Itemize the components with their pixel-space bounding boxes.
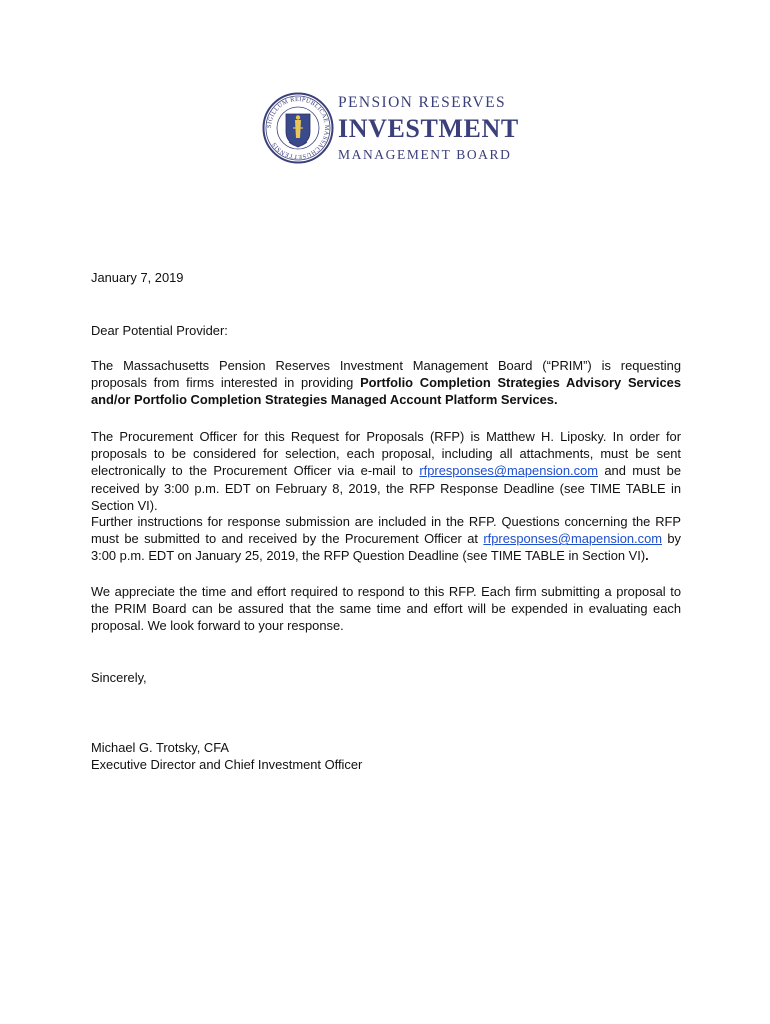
signature-block xyxy=(91,739,681,773)
signer-name: Michael G. Trotsky, CFA xyxy=(91,740,230,755)
services-bold-text: Portfolio Completion Strategies Advisory Services and/or Portfolio Completion Strategies Managed Account Platform Services. xyxy=(91,375,681,408)
salutation: Dear Potential Provider: xyxy=(91,323,228,338)
closing: Sincerely, xyxy=(91,670,147,685)
paragraph-2-text-a: The Procurement Officer for this Request for Proposals (RFP) is Matthew H. Liposky. In order for proposals to be considered for selection, each proposal, including all attachments, must be sent electronically to the Procurement Officer via e-mail to xyxy=(91,429,681,479)
paragraph-1-text: The Massachusetts Pension Reserves Investment Management Board (“PRIM”) is requesting proposals from firms interested in providing xyxy=(91,358,681,391)
seal-text: SIGILLUM REIPUBLICAE MASSACHUSETTENSIS xyxy=(265,95,331,161)
org-line-3: MANAGEMENT BOARD xyxy=(338,147,512,162)
paragraph-3-text-a: Further instructions for response submission are included in the RFP. Questions concerning the RFP must be submitted to and received by the Procurement Officer at xyxy=(91,514,681,547)
paragraph-3-text-b: by 3:00 p.m. EDT on January 25, 2019, the RFP Question Deadline (see TIME TABLE in Section VI) xyxy=(91,531,682,564)
paragraph-4: We appreciate the time and effort required to respond to this RFP. Each firm submitting a proposal to the PRIM Board can be assured that the same time and effort will be expended in evaluating each proposal. We look forward to your response. xyxy=(91,584,681,634)
org-line-1: PENSION RESERVES xyxy=(338,94,506,111)
paragraph-2-text-b: and must be received by 3:00 p.m. EDT on February 8, 2019, the RFP Response Deadline (see TIME TABLE in Section VI). xyxy=(91,463,681,513)
email-link-1[interactable]: rfpresponses@mapension.com xyxy=(419,463,598,479)
email-link-2[interactable]: rfpresponses@mapension.com xyxy=(483,531,662,547)
paragraph-2 xyxy=(91,428,681,514)
signer-title: Executive Director and Chief Investment Officer xyxy=(91,757,363,773)
paragraph-1 xyxy=(91,357,681,409)
letterhead xyxy=(262,92,519,170)
org-line-2: INVESTMENT xyxy=(338,114,519,143)
paragraph-3-end: . xyxy=(645,548,649,564)
paragraph-3 xyxy=(91,513,681,565)
organization-name xyxy=(338,94,519,163)
massachusetts-state-seal-icon xyxy=(262,92,334,164)
letter-date: January 7, 2019 xyxy=(91,270,184,285)
